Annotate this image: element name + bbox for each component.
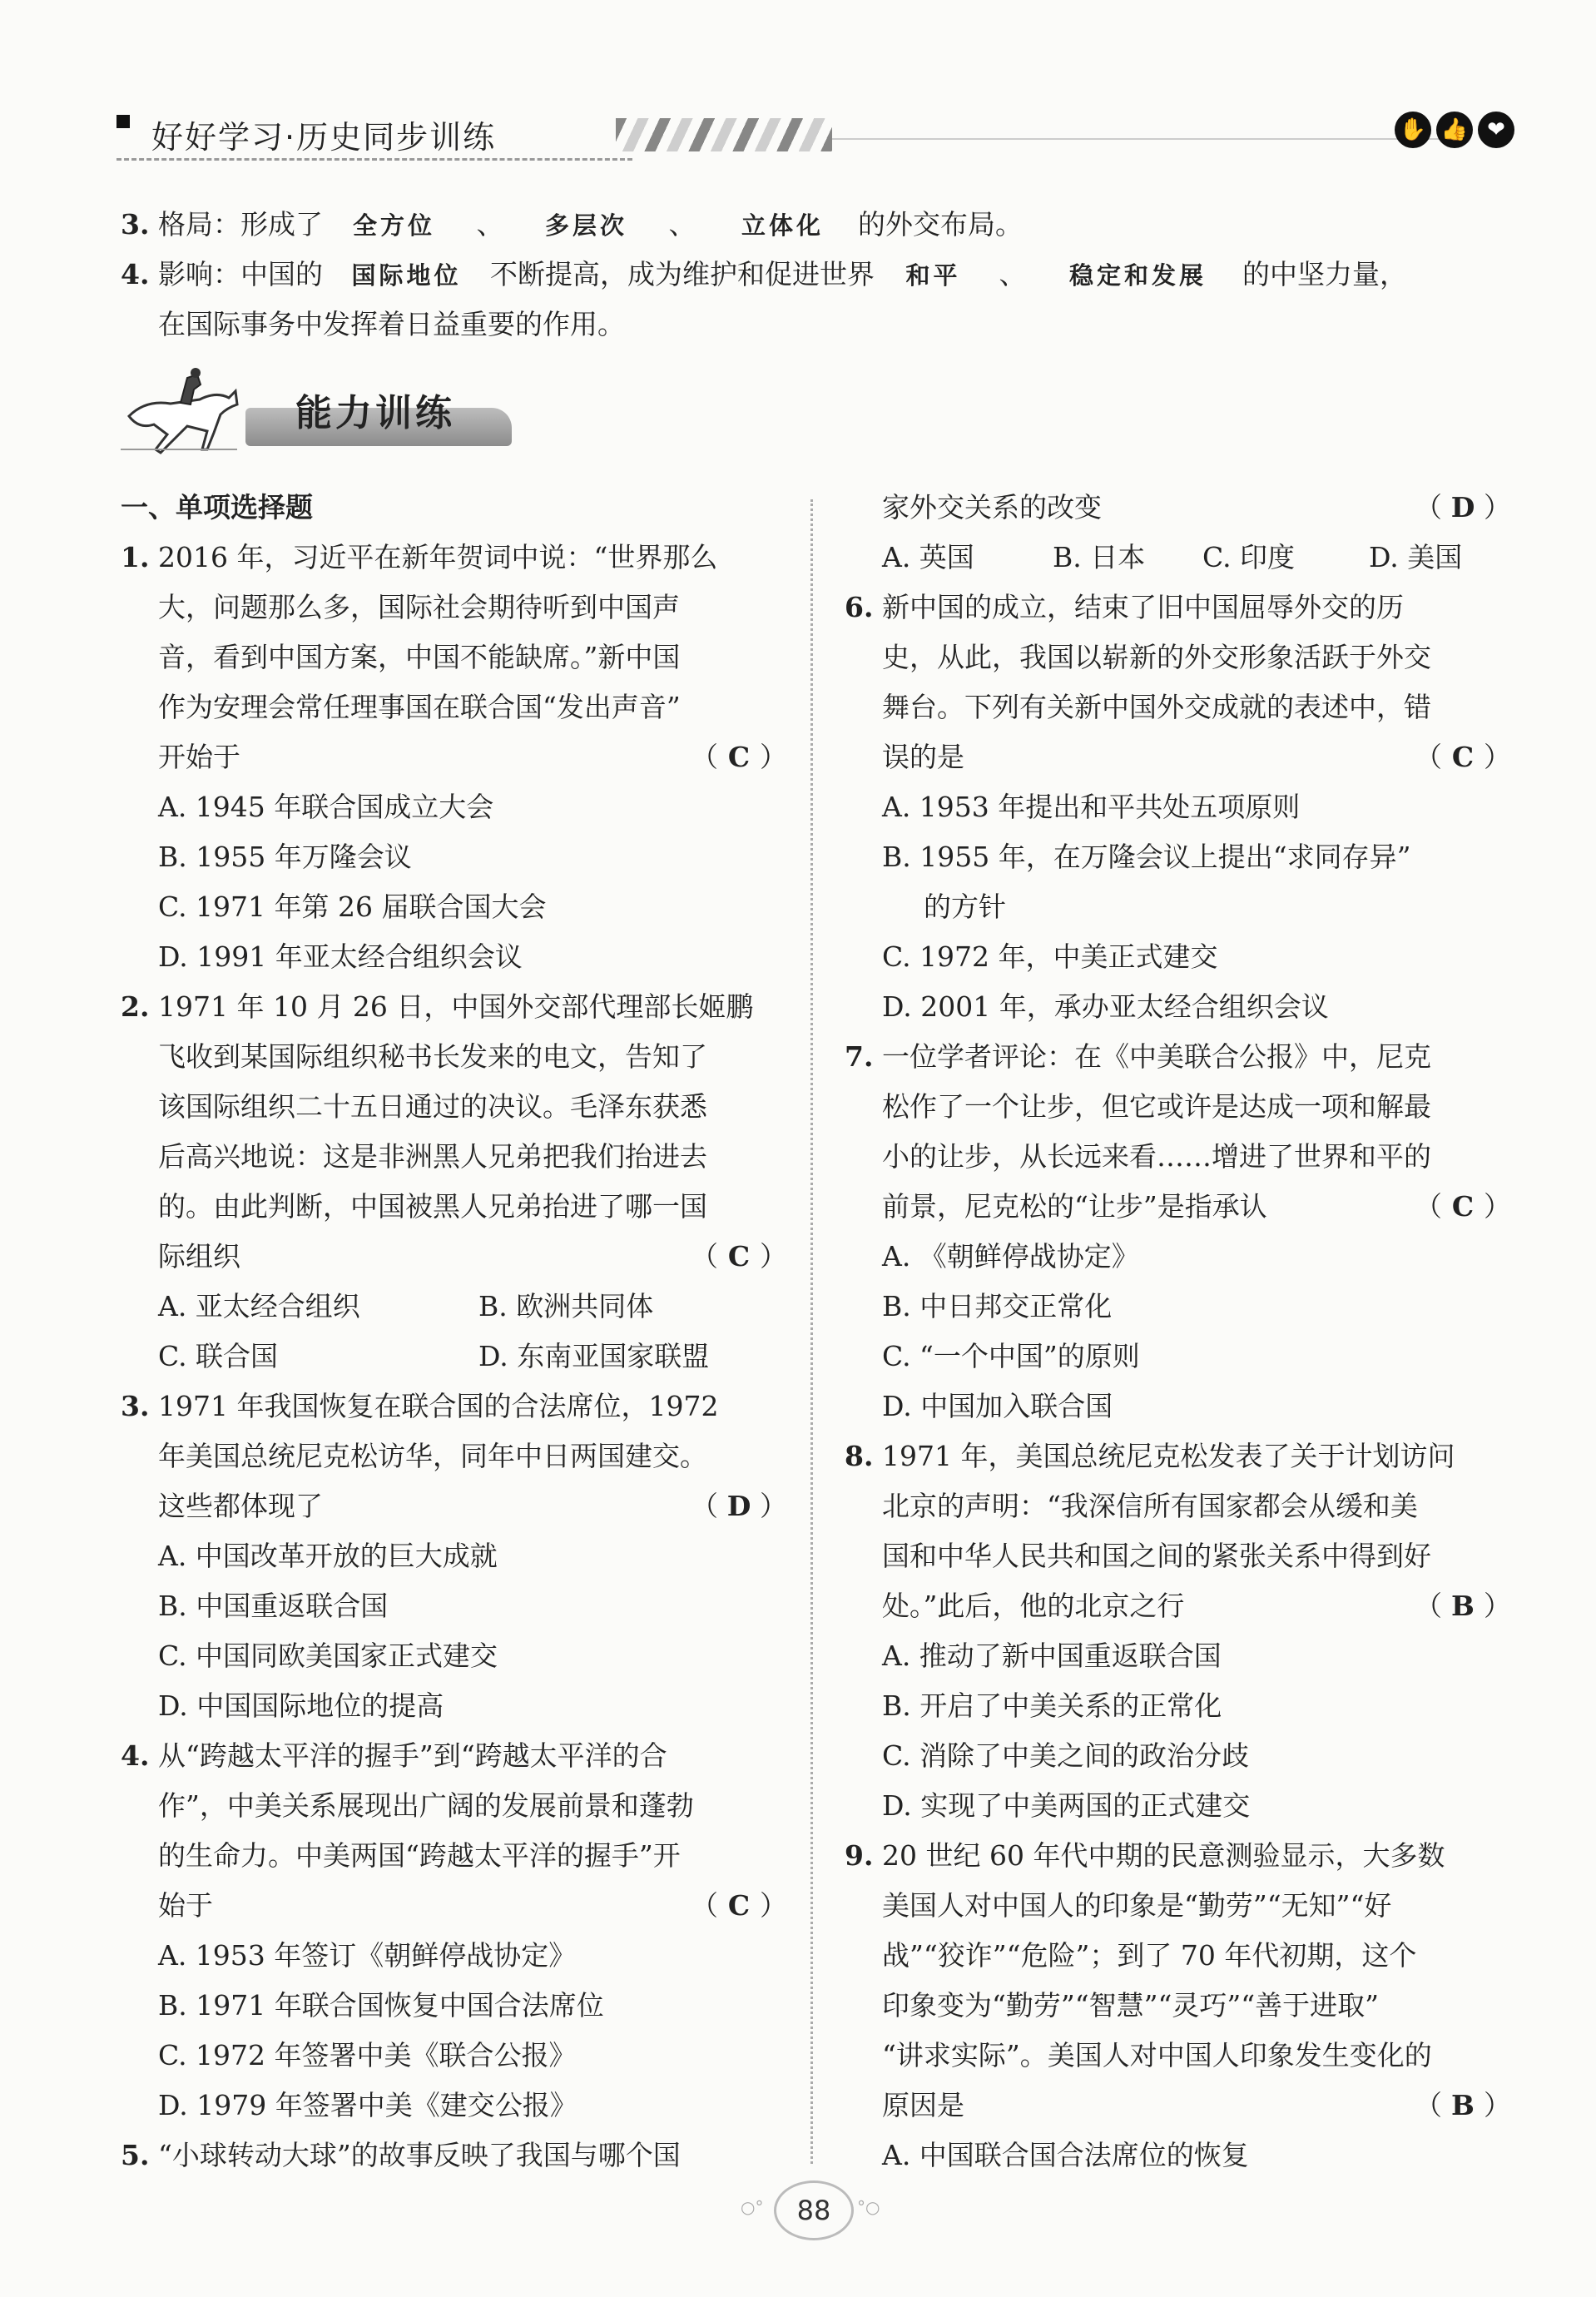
page-decoration: °○	[857, 2197, 880, 2217]
option: A. 亚太经合组织	[158, 1290, 360, 1322]
answer: D	[726, 1490, 751, 1522]
answer-bracket: （ D ）	[1415, 483, 1511, 533]
option: 的方针	[924, 891, 1006, 923]
summary-item-3: 3. 格局：形成了 全方位 、 多层次 、 立体化 的外交布局。	[121, 200, 1023, 251]
summary-item-4: 4. 影响：中国的 国际地位 不断提高，成为维护和促进世界 和平 、 稳定和发展 的中坚力量，	[121, 250, 1407, 300]
option: B. 中国重返联合国	[158, 1590, 389, 1622]
answer: C	[1451, 741, 1475, 773]
answer: C	[727, 1240, 751, 1273]
answer-bracket: （ B ）	[1415, 2081, 1511, 2131]
answer-bracket: （ C ）	[691, 1232, 787, 1282]
page: 好好学习·历史同步训练 ✋ 👍 ❤ 3. 格局：形成了 全方位 、 多层次 、 立体化 的外交布局。 4. 影响：中国的 国际地位 不断提高，成为维护和促进世界 和平 、 稳定和发展 的中坚力量， 在国际事务中发挥着日益重要的作用。 能力训练 一、单项选择题 1. 2016 年，习近平在新年贺词中说：“世界那么 大，问题那么多，国际社会期待听到中国声 音，看到中国方案，中国不能缺席。”新中国 作为安理会常任理事国在联合国“发出声音” 开始于 （ C ） A. 1945 年联合国成立大会 B. 1955 年万隆会议 C. 1971 年第 26 届联合国大会 D. 1991 年亚太经合组织会议 2. 1971 年 10 月 26 日，中国外交部代理部长姬鹏 飞收到某国际组织秘书长发来的电文，告知了 该国际组织二十五日通过的决议。毛泽东获悉 后高兴地说：这是非洲黑人兄弟把我们抬进去 的。由此判断，中国被黑人兄弟抬进了哪一国 际组织 （ C ） A. 亚太经合组织 B. 欧洲共同体 C. 联合国 D. 东南亚国家联盟 3. 1971 年我国恢复在联合国的合法席位，1972 年美国总统尼克松访华，同年中日两国建交。 这些都体现了 （ D ） A. 中国改革开放的巨大成就 B. 中国重返联合国 C. 中国同欧美国家正式建交 D. 中国国际地位的提高 4. 从“跨越太平洋的握手”到“跨越太平洋的合 作”，中美关系展现出广阔的发展前景和蓬勃 的生命力。中美两国“跨越太平洋的握手”开 始于 （ C ） A. 1953 年签订《朝鲜停战协定》 B. 1971 年联合国恢复中国合法席位 C. 1972 年签署中美《联合公报》 D. 1979 年签署中美《建交公报》 5. “小球转动大球”的故事反映了我国与哪个国 家外交关系的改变 （ D ） A. 英国 B. 日本 C. 印度 D. 美国 6. 新中国的成立，结束了旧中国屈辱外交的历 史，从此，我国以崭新的外交形象活跃于外交 舞台。下列有关新中国外交成就的表述中，错 误的是 （ C ） A. 1953 年提出和平共处五项原则 B. 1955 年，在万隆会议上提出“求同存异” 的方针 C. 1972 年，中美正式建交 D. 2001 年，承办亚太经合组织会议 7. 一位学者评论：在《中美联合公报》中，尼克 松作了一个让步，但它或许是达成一项和解最 小的让步，从长远来看……增进了世界和平的 前景，尼克松的“让步”是指承认 （ C ） A. 《朝鲜停战协定》 B. 中日邦交正常化 C. “一个中国”的原则 D. 中国加入联合国 8. 1971 年，美国总统尼克松发表了关于计划访问 北京的声明：“我深信所有国家都会从缓和美 国和中华人民共和国之间的紧张关系中得到好 处。”此后，他的北京之行 （ B ） A. 推动了新中国重返联合国 B. 开启了中美关系的正常化 C. 消除了中美之间的政治分歧 D. 实现了中美两国的正式建交 9. 20 世纪 60 年代中期的民意测验显示，大多数 美国人对中国人的印象是“勤劳”“无知”“好 战”“狡诈”“危险”；到了 70 年代初期，这个 印象变为“勤劳”“智慧”“灵巧”“善于进取” “讲求实际”。美国人对中国人印象发生变化的 原因是 （ B ） A. 中国联合国合法席位的恢复 ○° 88 °○	[0, 0, 1596, 2297]
option: A. 1953 年签订《朝鲜停战协定》	[158, 1939, 577, 1972]
header-dash	[116, 158, 632, 161]
answer: C	[727, 741, 751, 773]
answer-bracket: （ D ）	[691, 1481, 787, 1531]
header-title: 好好学习·历史同步训练	[151, 119, 497, 156]
answer-bracket: （ C ）	[1415, 732, 1511, 782]
header-mark	[116, 115, 130, 128]
answer-bracket: （ C ）	[691, 732, 787, 782]
heart-icon: ❤	[1478, 112, 1514, 148]
page-header	[116, 107, 1514, 166]
option: A. 中国改革开放的巨大成就	[158, 1540, 498, 1572]
fill-blank: 多层次	[544, 211, 627, 240]
answer: C	[1451, 1190, 1475, 1223]
option: C. 中国同欧美国家正式建交	[158, 1640, 498, 1672]
answer: C	[727, 1889, 751, 1922]
option: D. 2001 年，承办亚太经合组织会议	[882, 990, 1329, 1023]
option: C. 联合国	[158, 1340, 279, 1372]
fill-blank: 和平	[905, 261, 961, 290]
page-number: 88	[774, 2180, 854, 2240]
option: B. 1955 年万隆会议	[158, 841, 412, 873]
column-divider	[810, 499, 813, 2164]
option: C. 消除了中美之间的政治分歧	[882, 1739, 1250, 1772]
answer: B	[1451, 1590, 1475, 1622]
answer: D	[1450, 491, 1475, 523]
option: C. 1972 年，中美正式建交	[882, 940, 1218, 973]
option: B. 日本	[1053, 541, 1146, 573]
option: C. 1971 年第 26 届联合国大会	[158, 891, 547, 923]
option: A. 1945 年联合国成立大会	[158, 791, 494, 823]
fill-blank: 全方位	[352, 211, 435, 240]
option: D. 1991 年亚太经合组织会议	[158, 940, 523, 973]
answer-bracket: （ B ）	[1415, 1581, 1511, 1631]
option: B. 欧洲共同体	[478, 1290, 654, 1322]
section-banner	[121, 366, 520, 458]
option: D. 美国	[1369, 541, 1463, 573]
page-decoration: ○°	[741, 2197, 764, 2217]
option: A. 1953 年提出和平共处五项原则	[882, 791, 1301, 823]
option: C. “一个中国”的原则	[882, 1340, 1140, 1372]
option: D. 中国国际地位的提高	[158, 1689, 444, 1722]
option: B. 1971 年联合国恢复中国合法席位	[158, 1989, 604, 2022]
option: A. 中国联合国合法席位的恢复	[882, 2139, 1249, 2171]
option: A. 英国	[882, 541, 974, 573]
fill-blank: 立体化	[741, 211, 824, 240]
section-subtitle: 一、单项选择题	[121, 491, 313, 523]
header-rule	[832, 138, 1465, 140]
option: D. 中国加入联合国	[882, 1390, 1113, 1422]
fill-blank: 稳定和发展	[1068, 261, 1207, 290]
hand-icon: ✋	[1395, 112, 1431, 148]
section-title: 能力训练	[295, 392, 455, 434]
answer-bracket: （ C ）	[1415, 1182, 1511, 1232]
thumb-icon: 👍	[1436, 112, 1473, 148]
option: A. 《朝鲜停战协定》	[882, 1240, 1139, 1273]
option: B. 1955 年，在万隆会议上提出“求同存异”	[882, 841, 1411, 873]
header-stripes	[616, 118, 832, 151]
option: D. 实现了中美两国的正式建交	[882, 1789, 1251, 1822]
fill-blank: 国际地位	[351, 261, 462, 290]
option: D. 东南亚国家联盟	[478, 1340, 710, 1372]
option: C. 印度	[1202, 541, 1296, 573]
answer: B	[1451, 2089, 1475, 2121]
option: B. 开启了中美关系的正常化	[882, 1689, 1222, 1722]
option: C. 1972 年签署中美《联合公报》	[158, 2039, 577, 2071]
option: D. 1979 年签署中美《建交公报》	[158, 2089, 577, 2121]
answer-bracket: （ C ）	[691, 1881, 787, 1931]
header-icons	[1395, 112, 1514, 148]
option: A. 推动了新中国重返联合国	[882, 1640, 1222, 1672]
horse-rider-icon	[121, 366, 245, 458]
option: B. 中日邦交正常化	[882, 1290, 1113, 1322]
summary-item-4-line2: 在国际事务中发挥着日益重要的作用。	[158, 308, 625, 340]
